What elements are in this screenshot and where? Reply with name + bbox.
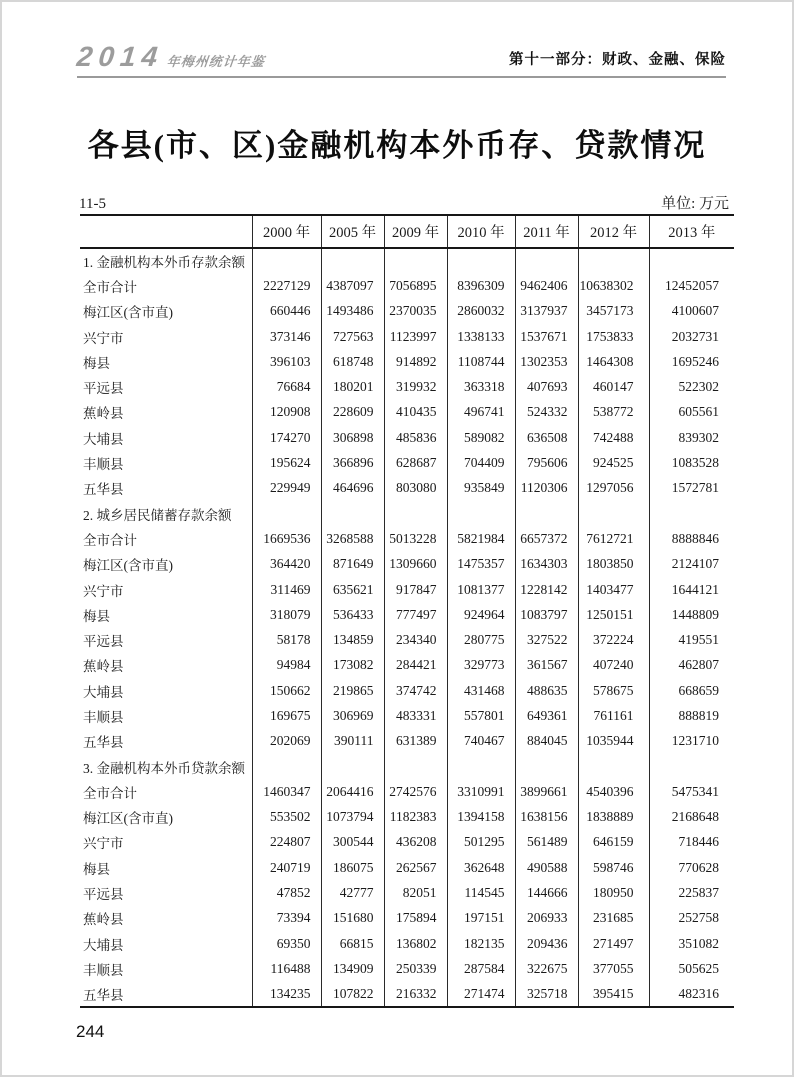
cell-value: 598746	[578, 855, 649, 880]
empty-cell	[384, 248, 447, 273]
cell-value: 231685	[578, 906, 649, 931]
cell-value: 522302	[678, 379, 719, 395]
cell-value: 2742576	[384, 779, 447, 804]
table-row	[80, 273, 734, 298]
row-label: 五华县	[80, 729, 252, 754]
cell-value: 202069	[252, 729, 321, 754]
empty-cell	[252, 501, 321, 526]
cell-value: 7612721	[578, 526, 649, 551]
cell-value: 2124107	[671, 556, 719, 572]
cell-value: 795606	[515, 450, 578, 475]
section-header-row	[80, 248, 734, 273]
table-row	[80, 678, 734, 703]
cell-value: 5475341	[671, 783, 719, 799]
row-label: 全市合计	[80, 526, 252, 551]
cell-value: 361567	[515, 653, 578, 678]
cell-value: 134235	[252, 982, 321, 1007]
cell-value: 327522	[515, 627, 578, 652]
cell-value: 229949	[252, 476, 321, 501]
row-label: 兴宁市	[80, 324, 252, 349]
cell-value: 219865	[321, 678, 384, 703]
table-row	[80, 906, 734, 931]
cell-value: 173082	[321, 653, 384, 678]
cell-value: 618748	[321, 349, 384, 374]
logo-year-text: 2014	[75, 41, 165, 72]
cell-value: 73394	[252, 906, 321, 931]
row-label: 兴宁市	[80, 830, 252, 855]
cell-value: 888819	[678, 707, 719, 723]
cell-value: 589082	[447, 425, 515, 450]
row-label: 梅县	[80, 349, 252, 374]
year-column-header: 2005 年	[321, 215, 384, 248]
table-row	[80, 805, 734, 830]
cell-value: 216332	[384, 982, 447, 1007]
row-label: 梅江区(含市直)	[80, 805, 252, 830]
cell-value: 374742	[384, 678, 447, 703]
cell-value: 4387097	[321, 273, 384, 298]
cell-value: 206933	[515, 906, 578, 931]
cell-value: 8888846	[671, 530, 719, 546]
empty-cell	[578, 754, 649, 779]
cell-value: 1309660	[384, 552, 447, 577]
cell-value: 488635	[515, 678, 578, 703]
cell-value: 329773	[447, 653, 515, 678]
cell-value: 436208	[384, 830, 447, 855]
cell-value: 311469	[252, 577, 321, 602]
cell-value: 180201	[321, 374, 384, 399]
year-column-header: 2009 年	[384, 215, 447, 248]
row-label: 平远县	[80, 627, 252, 652]
table-row	[80, 779, 734, 804]
cell-value: 224807	[252, 830, 321, 855]
cell-value: 419551	[678, 632, 719, 648]
cell-value: 2168648	[671, 809, 719, 825]
cell-value: 1338133	[447, 324, 515, 349]
table-row	[80, 982, 734, 1007]
cell-value: 390111	[321, 729, 384, 754]
table-row	[80, 476, 734, 501]
cell-value: 770628	[678, 859, 719, 875]
empty-cell	[649, 754, 734, 779]
cell-value: 2227129	[252, 273, 321, 298]
cell-value: 1448809	[671, 606, 719, 622]
empty-cell	[252, 248, 321, 273]
cell-value: 935849	[447, 476, 515, 501]
running-header	[75, 41, 726, 78]
empty-cell	[578, 501, 649, 526]
table-row	[80, 703, 734, 728]
cell-value: 483331	[384, 703, 447, 728]
cell-value: 1081377	[447, 577, 515, 602]
table-row	[80, 299, 734, 324]
row-label: 平远县	[80, 374, 252, 399]
cell-value: 114545	[447, 880, 515, 905]
cell-value: 395415	[578, 982, 649, 1007]
cell-value: 407240	[578, 653, 649, 678]
cell-value: 635621	[321, 577, 384, 602]
page-number: 244	[76, 1022, 105, 1041]
table-meta-row	[79, 192, 729, 213]
section-title: 3. 金融机构本外币贷款余额	[80, 754, 252, 779]
cell-value: 2860032	[447, 299, 515, 324]
cell-value: 4100607	[671, 303, 719, 319]
cell-value: 228609	[321, 400, 384, 425]
section-title: 2. 城乡居民储蓄存款余额	[80, 501, 252, 526]
cell-value: 377055	[578, 956, 649, 981]
year-header-row	[80, 215, 734, 248]
row-label: 大埔县	[80, 931, 252, 956]
cell-value: 234340	[384, 627, 447, 652]
cell-value: 47852	[252, 880, 321, 905]
cell-value: 761161	[578, 703, 649, 728]
cell-value: 631389	[384, 729, 447, 754]
cell-value: 1460347	[252, 779, 321, 804]
year-column-header: 2012 年	[578, 215, 649, 248]
cell-value: 1838889	[578, 805, 649, 830]
year-column-header: 2013 年	[649, 215, 734, 248]
cell-value: 252758	[678, 910, 719, 926]
cell-value: 1035944	[578, 729, 649, 754]
row-label: 蕉岭县	[80, 653, 252, 678]
row-label: 丰顺县	[80, 450, 252, 475]
cell-value: 924964	[447, 602, 515, 627]
cell-value: 536433	[321, 602, 384, 627]
table-row	[80, 552, 734, 577]
cell-value: 538772	[578, 400, 649, 425]
cell-value: 42777	[321, 880, 384, 905]
row-label: 蕉岭县	[80, 906, 252, 931]
table-row	[80, 880, 734, 905]
cell-value: 186075	[321, 855, 384, 880]
table-row	[80, 324, 734, 349]
empty-cell	[384, 754, 447, 779]
empty-cell	[515, 248, 578, 273]
cell-value: 578675	[578, 678, 649, 703]
cell-value: 240719	[252, 855, 321, 880]
cell-value: 557801	[447, 703, 515, 728]
cell-value: 1108744	[447, 349, 515, 374]
table-row	[80, 602, 734, 627]
table-row	[80, 526, 734, 551]
cell-value: 94984	[252, 653, 321, 678]
cell-value: 649361	[515, 703, 578, 728]
cell-value: 363318	[447, 374, 515, 399]
logo-suffix-text: 年梅州统计年鉴	[166, 54, 266, 69]
cell-value: 410435	[384, 400, 447, 425]
cell-value: 69350	[252, 931, 321, 956]
empty-cell	[321, 248, 384, 273]
cell-value: 76684	[252, 374, 321, 399]
cell-value: 396103	[252, 349, 321, 374]
empty-cell	[515, 754, 578, 779]
cell-value: 1638156	[515, 805, 578, 830]
cell-value: 319932	[384, 374, 447, 399]
row-label: 梅县	[80, 855, 252, 880]
cell-value: 5821984	[447, 526, 515, 551]
cell-value: 1634303	[515, 552, 578, 577]
row-label: 梅江区(含市直)	[80, 552, 252, 577]
empty-cell	[578, 248, 649, 273]
cell-value: 322675	[515, 956, 578, 981]
cell-value: 271497	[578, 931, 649, 956]
cell-value: 262567	[384, 855, 447, 880]
row-label: 五华县	[80, 476, 252, 501]
year-column-header: 2000 年	[252, 215, 321, 248]
cell-value: 464696	[321, 476, 384, 501]
cell-value: 553502	[252, 805, 321, 830]
cell-value: 306898	[321, 425, 384, 450]
cell-value: 605561	[678, 404, 719, 420]
page-title: 各县(市、区)金融机构本外币存、贷款情况	[87, 128, 707, 163]
table-row	[80, 653, 734, 678]
cell-value: 660446	[252, 299, 321, 324]
cell-value: 460147	[578, 374, 649, 399]
cell-value: 271474	[447, 982, 515, 1007]
cell-value: 431468	[447, 678, 515, 703]
cell-value: 803080	[384, 476, 447, 501]
table-row	[80, 400, 734, 425]
cell-value: 462807	[678, 657, 719, 673]
cell-value: 116488	[252, 956, 321, 981]
cell-value: 169675	[252, 703, 321, 728]
cell-value: 1537671	[515, 324, 578, 349]
table-row	[80, 425, 734, 450]
cell-value: 1403477	[578, 577, 649, 602]
cell-value: 134909	[321, 956, 384, 981]
cell-value: 300544	[321, 830, 384, 855]
cell-value: 490588	[515, 855, 578, 880]
cell-value: 250339	[384, 956, 447, 981]
cell-value: 1753833	[578, 324, 649, 349]
year-column-header: 2011 年	[515, 215, 578, 248]
cell-value: 1475357	[447, 552, 515, 577]
cell-value: 636508	[515, 425, 578, 450]
empty-cell	[252, 754, 321, 779]
cell-value: 561489	[515, 830, 578, 855]
table-row	[80, 830, 734, 855]
table-row	[80, 577, 734, 602]
cell-value: 8396309	[447, 273, 515, 298]
section-title: 1. 金融机构本外币存款余额	[80, 248, 252, 273]
cell-value: 197151	[447, 906, 515, 931]
cell-value: 4540396	[578, 779, 649, 804]
cell-value: 120908	[252, 400, 321, 425]
cell-value: 372224	[578, 627, 649, 652]
cell-value: 2370035	[384, 299, 447, 324]
empty-cell	[649, 248, 734, 273]
cell-value: 195624	[252, 450, 321, 475]
row-label: 梅江区(含市直)	[80, 299, 252, 324]
cell-value: 10638302	[578, 273, 649, 298]
cell-value: 1302353	[515, 349, 578, 374]
cell-value: 325718	[515, 982, 578, 1007]
empty-cell	[649, 501, 734, 526]
cell-value: 144666	[515, 880, 578, 905]
yearbook-table	[80, 214, 734, 1008]
empty-cell	[384, 501, 447, 526]
row-label: 兴宁市	[80, 577, 252, 602]
cell-value: 12452057	[665, 277, 719, 293]
cell-value: 373146	[252, 324, 321, 349]
table-number: 11-5	[79, 196, 106, 212]
cell-value: 2032731	[671, 328, 719, 344]
cell-value: 366896	[321, 450, 384, 475]
table-head	[80, 215, 734, 248]
cell-value: 628687	[384, 450, 447, 475]
cell-value: 318079	[252, 602, 321, 627]
cell-value: 3268588	[321, 526, 384, 551]
empty-cell	[447, 248, 515, 273]
cell-value: 1297056	[578, 476, 649, 501]
cell-value: 107822	[321, 982, 384, 1007]
unit-label: 单位: 万元	[661, 196, 729, 212]
cell-value: 225837	[678, 885, 719, 901]
cell-value: 3457173	[578, 299, 649, 324]
cell-value: 1073794	[321, 805, 384, 830]
cell-value: 646159	[578, 830, 649, 855]
cell-value: 362648	[447, 855, 515, 880]
cell-value: 82051	[384, 880, 447, 905]
cell-value: 1228142	[515, 577, 578, 602]
cell-value: 917847	[384, 577, 447, 602]
table-row	[80, 729, 734, 754]
yearbook-logo	[76, 43, 267, 71]
cell-value: 1669536	[252, 526, 321, 551]
cell-value: 150662	[252, 678, 321, 703]
cell-value: 740467	[447, 729, 515, 754]
cell-value: 1231710	[671, 733, 719, 749]
cell-value: 871649	[321, 552, 384, 577]
cell-value: 718446	[678, 834, 719, 850]
empty-cell	[447, 501, 515, 526]
cell-value: 1250151	[578, 602, 649, 627]
row-label: 全市合计	[80, 273, 252, 298]
cell-value: 505625	[678, 960, 719, 976]
cell-value: 1182383	[384, 805, 447, 830]
empty-cell	[321, 754, 384, 779]
table-container	[80, 214, 734, 1008]
row-label: 全市合计	[80, 779, 252, 804]
cell-value: 6657372	[515, 526, 578, 551]
table-row	[80, 956, 734, 981]
cell-value: 7056895	[384, 273, 447, 298]
table-row	[80, 450, 734, 475]
table-row	[80, 855, 734, 880]
cell-value: 1394158	[447, 805, 515, 830]
cell-value: 2064416	[321, 779, 384, 804]
cell-value: 9462406	[515, 273, 578, 298]
cell-value: 1493486	[321, 299, 384, 324]
cell-value: 3310991	[447, 779, 515, 804]
cell-value: 1464308	[578, 349, 649, 374]
cell-value: 1695246	[671, 353, 719, 369]
cell-value: 364420	[252, 552, 321, 577]
cell-value: 496741	[447, 400, 515, 425]
cell-value: 485836	[384, 425, 447, 450]
cell-value: 151680	[321, 906, 384, 931]
cell-value: 1123997	[384, 324, 447, 349]
row-label: 平远县	[80, 880, 252, 905]
table-row	[80, 349, 734, 374]
cell-value: 58178	[252, 627, 321, 652]
cell-value: 482316	[678, 985, 719, 1001]
cell-value: 284421	[384, 653, 447, 678]
cell-value: 524332	[515, 400, 578, 425]
cell-value: 777497	[384, 602, 447, 627]
cell-value: 668659	[678, 682, 719, 698]
cell-value: 884045	[515, 729, 578, 754]
cell-value: 134859	[321, 627, 384, 652]
cell-value: 407693	[515, 374, 578, 399]
empty-cell	[447, 754, 515, 779]
cell-value: 66815	[321, 931, 384, 956]
row-label-header	[80, 215, 252, 248]
row-label: 梅县	[80, 602, 252, 627]
table-row	[80, 374, 734, 399]
cell-value: 136802	[384, 931, 447, 956]
cell-value: 280775	[447, 627, 515, 652]
cell-value: 180950	[578, 880, 649, 905]
row-label: 丰顺县	[80, 956, 252, 981]
row-label: 五华县	[80, 982, 252, 1007]
cell-value: 175894	[384, 906, 447, 931]
row-label: 大埔县	[80, 678, 252, 703]
empty-cell	[321, 501, 384, 526]
row-label: 蕉岭县	[80, 400, 252, 425]
cell-value: 704409	[447, 450, 515, 475]
year-column-header: 2010 年	[447, 215, 515, 248]
cell-value: 1083797	[515, 602, 578, 627]
cell-value: 839302	[678, 429, 719, 445]
cell-value: 742488	[578, 425, 649, 450]
cell-value: 5013228	[384, 526, 447, 551]
cell-value: 351082	[678, 935, 719, 951]
cell-value: 3137937	[515, 299, 578, 324]
section-header-row	[80, 754, 734, 779]
cell-value: 501295	[447, 830, 515, 855]
cell-value: 1803850	[578, 552, 649, 577]
cell-value: 174270	[252, 425, 321, 450]
section-header-row	[80, 501, 734, 526]
chapter-label: 第十一部分：财政、金融、保险	[509, 52, 726, 68]
cell-value: 914892	[384, 349, 447, 374]
cell-value: 182135	[447, 931, 515, 956]
cell-value: 924525	[578, 450, 649, 475]
cell-value: 1644121	[671, 581, 719, 597]
cell-value: 209436	[515, 931, 578, 956]
cell-value: 727563	[321, 324, 384, 349]
cell-value: 1572781	[671, 480, 719, 496]
table-row	[80, 627, 734, 652]
cell-value: 306969	[321, 703, 384, 728]
row-label: 丰顺县	[80, 703, 252, 728]
cell-value: 1120306	[515, 476, 578, 501]
cell-value: 1083528	[671, 455, 719, 471]
empty-cell	[515, 501, 578, 526]
cell-value: 3899661	[515, 779, 578, 804]
cell-value: 287584	[447, 956, 515, 981]
table-body	[80, 248, 734, 1007]
row-label: 大埔县	[80, 425, 252, 450]
table-row	[80, 931, 734, 956]
